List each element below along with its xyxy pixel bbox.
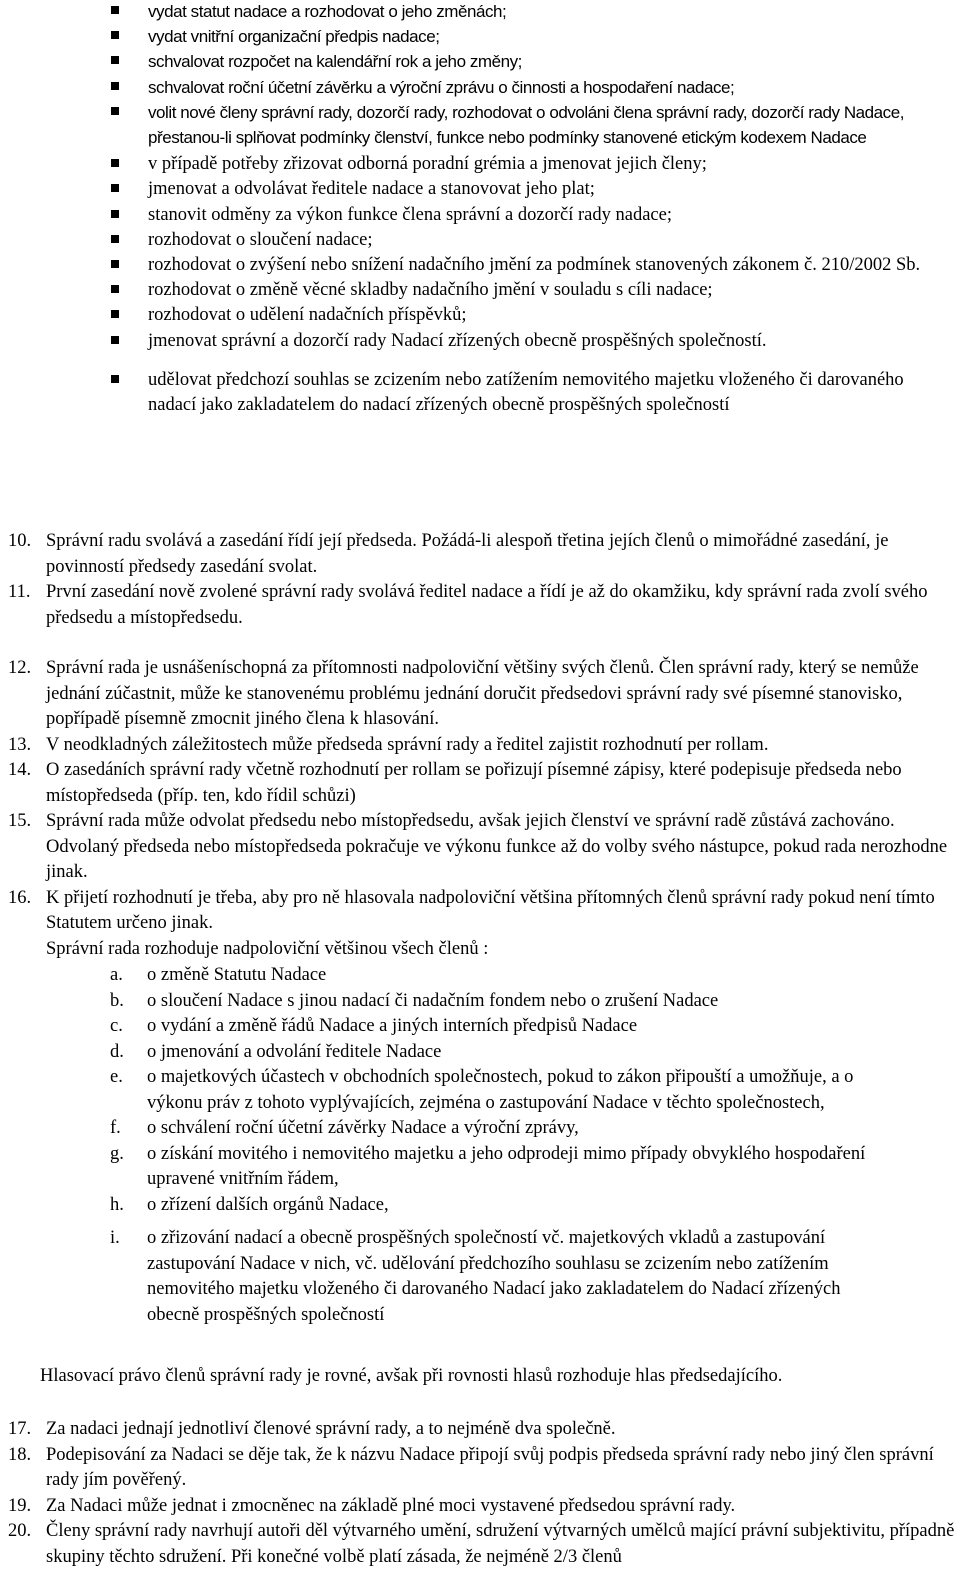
- powers-bullet-list: [0, 0, 960, 418]
- list-item: volit nové členy správní rady, dozorčí rady, rozhodovat o odvoláni člena správní rady, dozorčí rady Nadace, přestanou-li splňovat podmínky členství, funkce nebo podmínky stanovené etickým kodexem Nadace: [0, 100, 960, 150]
- numbered-item: 16. K přijetí rozhodnutí je třeba, aby pro ně hlasovala nadpoloviční většina přítomných členů správní rady pokud není tímto Statutem určeno jinak.: [8, 887, 935, 933]
- square-bullet-icon: [111, 159, 119, 167]
- numbered-list-12-16: [0, 656, 960, 937]
- sub-item: c. o vydání a změně řádů Nadace a jiných interních předpisů Nadace: [110, 1016, 638, 1036]
- numbered-list-17-20: [0, 1417, 960, 1570]
- sub-item: a. o změně Statutu Nadace: [110, 965, 327, 985]
- sub-item: g. o získání movitého i nemovitého majetku a jeho odprodeji mimo případy obvyklého hospodaření upravené vnitřním řádem,: [110, 1143, 866, 1189]
- list-item: v případě potřeby zřizovat odborná poradní grémia a jmenovat jejich členy;: [0, 152, 960, 177]
- square-bullet-icon: [111, 184, 119, 192]
- square-bullet-icon: [111, 310, 119, 318]
- list-item: jmenovat správní a dozorčí rady Nadací zřízených obecně prospěšných společností.: [0, 329, 960, 354]
- numbered-item: 20. Členy správní rady navrhují autoři děl výtvarného umění, sdružení výtvarných umělců mající právní subjektivitu, případně skupiny těchto sdružení. Při konečné volbě platí zásada, že nejméně 2/3 členů: [8, 1521, 955, 1567]
- square-bullet-icon: [111, 56, 119, 64]
- numbered-item: 17. Za nadaci jednají jednotliví členové správní rady, a to nejméně dva společně.: [8, 1419, 616, 1439]
- list-item: vydat statut nadace a rozhodovat o jeho změnách;: [0, 0, 960, 24]
- square-bullet-icon: [111, 31, 119, 39]
- majority-intro: Správní rada rozhoduje nadpoloviční většinou všech členů :: [46, 939, 489, 959]
- list-item: jmenovat a odvolávat ředitele nadace a stanovovat jeho plat;: [0, 177, 960, 202]
- sub-item: i. o zřizování nadací a obecně prospěšných společností vč. majetkových vkladů a zastupování zastupování Nadace v nich, vč. udělování předchozího souhlasu se zcizením nebo zatížením nemovitého majetku vloženého či darovaného Nadací jako zakladatelem do Nadací zřízených obecně prospěšných společností: [110, 1228, 841, 1325]
- square-bullet-icon: [111, 235, 119, 243]
- square-bullet-icon: [111, 107, 119, 115]
- square-bullet-icon: [111, 285, 119, 293]
- list-item: rozhodovat o zvýšení nebo snížení nadačního jmění za podmínek stanovených zákonem č. 210/2002 Sb.: [0, 253, 960, 278]
- square-bullet-icon: [111, 260, 119, 268]
- list-item: stanovit odměny za výkon funkce člena správní a dozorčí rady nadace;: [0, 203, 960, 228]
- square-bullet-icon: [111, 375, 119, 383]
- square-bullet-icon: [111, 82, 119, 90]
- numbered-item: 13. V neodkladných záležitostech může předseda správní rady a ředitel zajistit rozhodnutí per rollam.: [8, 734, 769, 755]
- list-item: udělovat předchozí souhlas se zcizením nebo zatížením nemovitého majetku vloženého či darovaného nadací jako zakladatelem do nadací zřízených obecně prospěšných společností: [0, 368, 960, 418]
- numbered-item: 19. Za Nadaci může jednat i zmocněnec na základě plné moci vystavené předsedou správní rady.: [8, 1495, 736, 1516]
- list-item: schvalovat rozpočet na kalendářní rok a jeho změny;: [0, 49, 960, 74]
- sub-item: b. o sloučení Nadace s jinou nadací či nadačním fondem nebo o zrušení Nadace: [110, 990, 719, 1011]
- square-bullet-icon: [111, 6, 119, 14]
- numbered-item: 18. Podepisování za Nadaci se děje tak, že k názvu Nadace připojí svůj podpis předseda správní rady nebo jiný člen správní rady jím pověřený.: [8, 1444, 934, 1490]
- list-item: rozhodovat o změně věcné skladby nadačního jmění v souladu s cíli nadace;: [0, 278, 960, 303]
- voting-note: Hlasovací právo členů správní rady je rovné, avšak při rovnosti hlasů rozhoduje hlas předsedajícího.: [40, 1366, 783, 1386]
- numbered-item: 12. Správní rada je usnášeníschopná za přítomnosti nadpoloviční většiny svých členů. Člen správní rady, který se nemůže jednání zúčastnit, může ke stanovenému problému jednání doručit předsedovi správní rady své písemné stanovisko, popřípadě písemně zmocnit jiného člena k hlasování.: [8, 658, 919, 729]
- numbered-list-10-11: [0, 529, 960, 631]
- numbered-item: 15. Správní rada může odvolat předsedu nebo místopředsedu, avšak jejich členství ve správní radě zůstává zachováno. Odvolaný předseda nebo místopředseda pokračuje ve výkonu funkce až do volby svého nástupce, pokud rada nerozhodne jinak.: [8, 811, 948, 882]
- list-item: rozhodovat o udělení nadačních příspěvků;: [0, 303, 960, 328]
- list-item: schvalovat roční účetní závěrku a výroční zprávu o činnosti a hospodaření nadace;: [0, 75, 960, 100]
- list-item: vydat vnitřní organizační předpis nadace;: [0, 24, 960, 49]
- numbered-item: 14. O zasedáních správní rady včetně rozhodnutí per rollam se pořizují písemné zápisy, které podepisuje předseda nebo místopředseda (příp. ten, kdo řídil schůzi): [8, 760, 902, 806]
- sub-item: h. o zřízení dalších orgánů Nadace,: [110, 1194, 389, 1215]
- sub-item: e. o majetkových účastech v obchodních společnostech, pokud to zákon připouští a umožňuje, a o výkonu práv z tohoto vyplývajících, zejména o zastupování Nadace v těchto společnostech,: [110, 1067, 854, 1113]
- list-item: rozhodovat o sloučení nadace;: [0, 228, 960, 253]
- sub-item: d. o jmenování a odvolání ředitele Nadace: [110, 1041, 442, 1062]
- sub-item: f. o schválení roční účetní závěrky Nadace a výroční zprávy,: [110, 1118, 579, 1138]
- square-bullet-icon: [111, 210, 119, 218]
- numbered-item: 11. První zasedání nově zvolené správní rady svolává ředitel nadace a řídí je až do okamžiku, kdy správní rada zvolí svého předsedu a místopředsedu.: [8, 582, 928, 628]
- square-bullet-icon: [111, 336, 119, 344]
- decision-sub-list: [0, 963, 960, 1328]
- numbered-item: 10. Správní radu svolává a zasedání řídí její předseda. Požádá-li alespoň třetina jejích členů o mimořádné zasedání, je povinností předsedy zasedání svolat.: [8, 531, 889, 577]
